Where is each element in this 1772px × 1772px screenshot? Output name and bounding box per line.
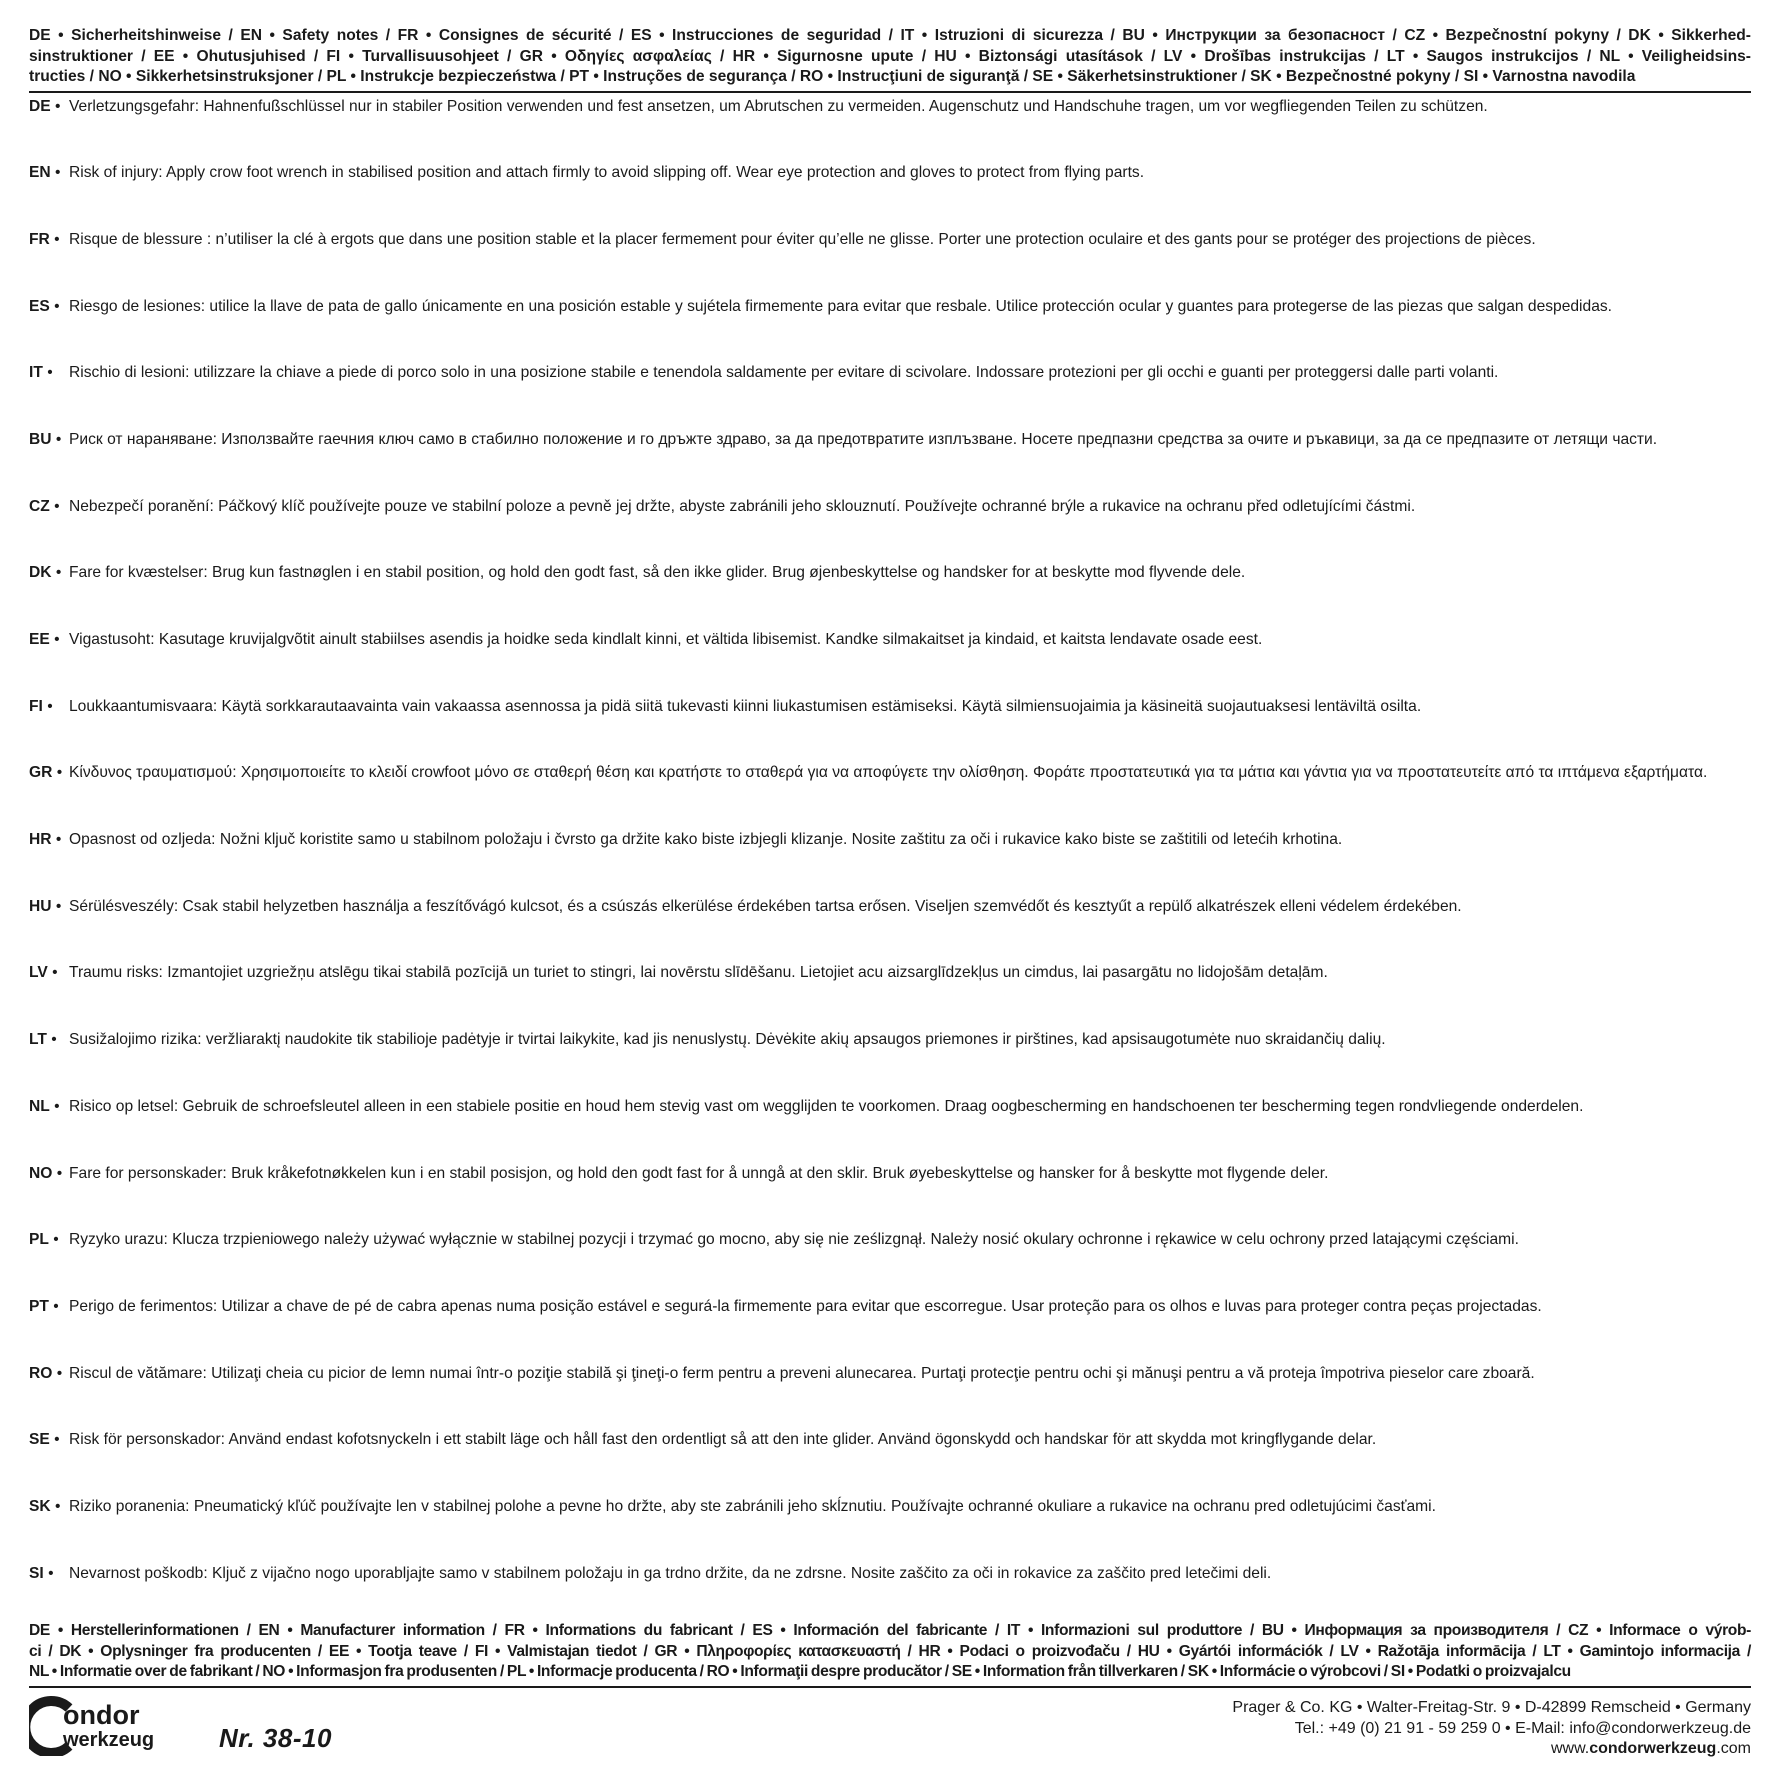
model-number: Nr. 38-10 [219,1723,332,1753]
entry-text: Perigo de ferimentos: Utilizar a chave de pé de cabra apenas numa posição estável e segurá-la firmemente para evitar que escorregue. Usar proteção para os olhos e luvas para proteger contra peças projectadas. [69,1297,1542,1315]
entry-code: NL [29,1097,50,1115]
entry-ro: RO • Riscul de vătămare: Utilizaţi cheia cu picior de lemn numai într-o poziţie stabilă şi ţineţi-o ferm pentru a preveni alunecarea. Purtaţi protecţie pentru ochi şi mănuşi pentru a vă proteja împotriva pieselor care zboară. [29,1364,1751,1431]
entry-text: Sérülésveszély: Csak stabil helyzetben használja a feszítővágó kulcsot, és a csúszás elkerülése érdekében tartsa erősen. Viseljen szemvédőt és kesztyűt a repülő alkatrészek elleni védelem érdekében. [69,897,1462,915]
entry-text: Risk of injury: Apply crow foot wrench in stabilised position and attach firmly to avoid slipping off. Wear eye protection and gloves to protect from flying parts. [69,164,1145,182]
entry-code: EN [29,164,51,182]
entry-it: IT • Rischio di lesioni: utilizzare la chiave a piede di porco solo in una posizione stabile e tenendola saldamente per evitare di scivolare. Indossare protezioni per gli occhi e guanti per proteggersi dalle parti volanti. [29,363,1751,430]
website-name: condorwerkzeug [1589,1740,1717,1757]
entry-bu: BU • Риск от нараняване: Използвайте гаечния ключ само в стабилно положение и го дръжте здраво, за да предотвратите изплъзване. Носете предпазни средства за очите и ръкавици, за да се предпазите от летящи части. [29,430,1751,497]
entry-text: Rischio di lesioni: utilizzare la chiave a piede di porco solo in una posizione stabile e tenendola saldamente per evitare di scivolare. Indossare protezioni per gli occhi e guanti per proteggersi dalle parti volanti. [69,364,1499,382]
entry-text: Susižalojimo rizika: veržliaraktį naudokite tik stabilioje padėtyje ir tvirtai laikykite, kad jis nenuslystų. Dėvėkite akių apsaugos priemones ir pirštines, kad apsisaugotumėte nuo skraidančių dalių. [69,1031,1386,1049]
manufacturer-address-block [1232,1698,1751,1760]
entry-code: IT [29,364,43,382]
entry-text: Ryzyko urazu: Klucza trzpieniowego należy używać wyłącznie w stabilnej pozycji i trzymać go mocno, aby się nie ześlizgnął. Należy nosić okulary ochronne i rękawice w celu ochrony przed latającymi częściami. [69,1231,1519,1249]
entry-pt: PT • Perigo de ferimentos: Utilizar a chave de pé de cabra apenas numa posição estável e segurá-la firmemente para evitar que escorregue. Usar proteção para os olhos e luvas para proteger contra peças projectadas. [29,1297,1751,1364]
entry-code: PT [29,1297,49,1315]
entry-code: SE [29,1431,50,1449]
safety-notes-section [29,26,1751,1630]
entry-code: HU [29,897,52,915]
website-prefix: www. [1550,1740,1590,1757]
entry-code: PL [29,1231,49,1249]
entry-lv: LV • Traumu risks: Izmantojiet uzgriežņu atslēgu tikai stabilā pozīcijā un turiet to stingri, lai novērstu slīdēšanu. Lietojiet acu aizsarglīdzekļus un cimdus, lai pasargātu no lidojošām detaļām. [29,963,1751,1030]
safety-heading-line-3: tructies / NO • Sikkerhetsinstruksjoner / PL • Instrukcje bezpieczeństwa / PT • Instruções de segurança / RO • Instrucţiuni de siguranţă / SE • Säkerhetsinstruktioner / SK • Bezpečnostné pokyny / SI • Varnostna navodila [29,68,1636,85]
entry-text: Riesgo de lesiones: utilice la llave de pata de gallo únicamente en una posición estable y sujétela firmemente para evitar que resbale. Utilice protección ocular y guantes para protegerse de las piezas que salgan despedidas. [69,297,1612,315]
entry-code: EE [29,631,50,648]
entry-code: LV [29,964,48,982]
entry-gr: GR • Κίνδυνος τραυματισμού: Χρησιμοποιείτε το κλειδί crowfoot μόνο σε σταθερή θέση και κρατήστε το σταθερά για να αποφύγετε την ολίσθηση. Φοράτε προστατευτικά για τα μάτια και γάντια για να προστατευτείτε από τα ιπτάμενα εξαρτήματα. [29,763,1751,830]
entry-si: SI • Nevarnost poškodb: Ključ z vijačno nogo uporabljajte samo v stabilnem položaju in ga trdno držite, da ne zdrsne. Nosite zaščito za oči in rokavice za zaščito pred letečimi deli. [29,1564,1751,1631]
entry-pl: PL • Ryzyko urazu: Klucza trzpieniowego należy używać wyłącznie w stabilnej pozycji i trzymać go mocno, aby się nie ześlizgnął. Należy nosić okulary ochronne i rękawice w celu ochrony przed latającymi częściami. [29,1230,1751,1297]
footer [29,1698,1751,1758]
manufacturer-heading-line-1: DE • Herstellerinformationen / EN • Manufacturer information / FR • Informations du fabricant / ES • Información del fabricante / IT • Informazioni sul produttore / BU • Информация за производителя / CZ • Informace o výrob- [29,1622,1751,1639]
entry-code: CZ [29,497,50,515]
entry-text: Risico op letsel: Gebruik de schroefsleutel alleen in een stabiele positie en houd hem stevig vast om wegglijden te voorkomen. Draag oogbescherming en handschoenen ter bescherming tegen rondvliegende onderdelen. [69,1097,1584,1115]
entry-fr: FR • Risque de blessure : n’utiliser la clé à ergots que dans une position stable et la placer fermement pour éviter qu’elle ne glisse. Porter une protection oculaire et des gants pour se protéger des projections de pièces. [29,230,1751,297]
entry-code: SI [29,1564,44,1582]
heading-divider [29,91,1751,93]
entry-text: Risk för personskador: Använd endast kofotsnyckeln i ett stabilt läge och håll fast den ordentligt så att den inte glider. Använd ögonskydd och handskar för att skydda mot kringflygande delar. [69,1431,1377,1449]
entry-text: Riziko poranenia: Pneumatický kľúč používajte len v stabilnej polohe a pevne ho držte, aby ste zabránili jeho skĺznutiu. Používajte ochranné okuliare a rukavice na ochranu pred odletujúcimi časťami. [69,1497,1436,1515]
website-suffix: .com [1716,1740,1751,1757]
entry-en: EN • Risk of injury: Apply crow foot wrench in stabilised position and attach firmly to avoid slipping off. Wear eye protection and gloves to protect from flying parts. [29,163,1751,230]
entry-code: GR [29,764,53,782]
entry-cz: CZ • Nebezpečí poranění: Páčkový klíč používejte pouze ve stabilní poloze a pevně jej držte, abyste zabránili jeho sklouznutí. Používejte ochranné brýle a rukavice na ochranu před odletujícími částmi. [29,497,1751,564]
entry-text: Κίνδυνος τραυματισμού: Χρησιμοποιείτε το κλειδί crowfoot μόνο σε σταθερή θέση και κρατήστε το σταθερά για να αποφύγετε την ολίσθηση. Φοράτε προστατευτικά για τα μάτια και γάντια για να προστατευτείτε από τα ιπτάμενα εξαρτήματα. [69,764,1708,782]
entry-text: Nevarnost poškodb: Ključ z vijačno nogo uporabljajte samo v stabilnem položaju in ga trdno držite, da ne zdrsne. Nosite zaščito za oči in rokavice za zaščito pred letečimi deli. [69,1564,1272,1582]
manufacturer-contact: Tel.: +49 (0) 21 91 - 59 259 0 • E-Mail: info@condorwerkzeug.de [1294,1719,1751,1737]
entry-text: Loukkaantumisvaara: Käytä sorkkarautaavainta vain vakaassa asennossa ja pidä siitä tukevasti kiinni liukastumisen estämiseksi. Käytä silmiensuojaimia ja käsineitä suojautuaksesi lentäviltä osilta. [69,697,1422,715]
entry-code: FR [29,230,50,248]
entry-text: Risque de blessure : n’utiliser la clé à ergots que dans une position stable et la placer fermement pour éviter qu’elle ne glisse. Porter une protection oculaire et des gants pour se protéger des projections de pièces. [69,230,1536,248]
entry-text: Nebezpečí poranění: Páčkový klíč používejte pouze ve stabilní poloze a pevně jej držte, abyste zabránili jeho sklouznutí. Používejte ochranné brýle a rukavice na ochranu před odletujícími částmi. [69,497,1416,515]
entry-se: SE • Risk för personskador: Använd endast kofotsnyckeln i ett stabilt läge och håll fast den ordentligt så att den inte glider. Använd ögonskydd och handskar för att skydda mot kringflygande delar. [29,1430,1751,1497]
entry-no: NO • Fare for personskader: Bruk kråkefotnøkkelen kun i en stabil posisjon, og hold den godt fast for å unngå at den sklir. Bruk øyebeskyttelse og hansker for å beskytte mot flygende deler. [29,1164,1751,1231]
condor-logo-icon [29,1694,204,1756]
entry-code: FI [29,697,43,715]
entry-dk: DK • Fare for kvæstelser: Brug kun fastnøglen i en stabil position, og hold den godt fast, så den ikke glider. Brug øjenbeskyttelse og handsker for at beskytte mod flyvende dele. [29,563,1751,630]
entry-code: ES [29,297,50,315]
entry-text: Fare for kvæstelser: Brug kun fastnøglen i en stabil position, og hold den godt fast, så den ikke glider. Brug øjenbeskyttelse og handsker for at beskytte mod flyvende dele. [69,564,1246,582]
entry-code: DK [29,564,52,582]
entry-hu: HU • Sérülésveszély: Csak stabil helyzetben használja a feszítővágó kulcsot, és a csúszás elkerülése érdekében tartsa erősen. Viseljen szemvédőt és kesztyűt a repülő alkatrészek elleni védelem érdekében. [29,897,1751,964]
logo-text-ondor: ondor [63,1700,140,1730]
manufacturer-divider [29,1686,1751,1688]
logo-text-werkzeug: werkzeug [63,1729,155,1751]
entry-text: Opasnost od ozljeda: Nožni ključ koristite samo u stabilnom položaju i čvrsto ga držite kako biste izbjegli klizanje. Nosite zaštitu za oči i rukavice kako biste se zaštitili od letećih krhotina. [69,831,1343,849]
entry-nl: NL • Risico op letsel: Gebruik de schroefsleutel alleen in een stabiele positie en houd hem stevig vast om wegglijden te voorkomen. Draag oogbescherming en handschoenen ter bescherming tegen rondvliegende onderdelen. [29,1097,1751,1164]
manufacturer-website[interactable] [1232,1739,1751,1760]
entry-text: Verletzungsgefahr: Hahnenfußschlüssel nur in stabiler Position verwenden und fest ansetzen, um Abrutschen zu vermeiden. Augenschutz und Handschuhe tragen, um vor wegfliegenden Teilen zu schützen. [69,97,1488,115]
entry-code: RO [29,1364,53,1382]
manufacturer-info-section [29,1621,1751,1688]
condor-logo [29,1694,204,1756]
entry-code: SK [29,1497,51,1515]
entry-text: Fare for personskader: Bruk kråkefotnøkkelen kun i en stabil posisjon, og hold den godt fast for å unngå at den sklir. Bruk øyebeskyttelse og hansker for å beskytte mot flygende deler. [69,1164,1329,1182]
entry-code: LT [29,1031,47,1049]
safety-entries-list [29,97,1751,1631]
entry-hr: HR • Opasnost od ozljeda: Nožni ključ koristite samo u stabilnom položaju i čvrsto ga držite kako biste izbjegli klizanje. Nosite zaštitu za oči i rukavice kako biste se zaštitili od letećih krhotina. [29,830,1751,897]
entry-text: Риск от нараняване: Използвайте гаечния ключ само в стабилно положение и го дръжте здраво, за да предотвратите изплъзване. Носете предпазни средства за очите и ръкавици, за да се предпазите от летящи части. [69,430,1658,448]
safety-heading-line-1: DE • Sicherheitshinweise / EN • Safety notes / FR • Consignes de sécurité / ES • Instrucciones de seguridad / IT • Istruzioni di sicurezza / BU • Инструкции за безопасност / CZ • Bezpečnostní pokyny / DK • Sikkerhed- [29,27,1751,44]
safety-heading-line-2: sinstruktioner / EE • Ohutusjuhised / FI • Turvallisuusohjeet / GR • Οδηγίες ασφαλείας / HR • Sigurnosne upute / HU • Biztonsági utasítások / LV • Drošības instrukcijas / LT • Saugos instrukcijos / NL • Veiligheidsins- [29,47,1751,65]
entry-es: ES • Riesgo de lesiones: utilice la llave de pata de gallo únicamente en una posición estable y sujétela firmemente para evitar que resbale. Utilice protección ocular y guantes para protegerse de las piezas que salgan despedidas. [29,297,1751,364]
manufacturer-heading-line-3: NL • Informatie over de fabrikant / NO • Informasjon fra produsenten / PL • Informacje producenta / RO • Informaţii despre producător / SE • Information från tillverkaren / SK • Informácie o výrobcovi / SI • Podatki o proizvajalcu [29,1663,1571,1680]
entry-text: Riscul de vătămare: Utilizaţi cheia cu picior de lemn numai într-o poziţie stabilă şi ţineţi-o ferm pentru a preveni alunecarea. Purtaţi protecţie pentru ochi şi mănuşi pentru a vă proteja împotriva pieselor care zboară. [69,1364,1535,1382]
entry-code: BU [29,430,52,448]
manufacturer-address: Prager & Co. KG • Walter-Freitag-Str. 9 • D-42899 Remscheid • Germany [1232,1699,1751,1716]
entry-text: Traumu risks: Izmantojiet uzgriežņu atslēgu tikai stabilā pozīcijā un turiet to stingri, lai novērstu slīdēšanu. Lietojiet acu aizsarglīdzekļus un cimdus, lai pasargātu no lidojošām detaļām. [69,964,1328,982]
manufacturer-heading-line-2: ci / DK • Oplysninger fra producenten / EE • Tootja teave / FI • Valmistajan tiedot / GR • Πληροφορίες κατασκευαστή / HR • Podaci o proizvođaču / HU • Gyártói információk / LV • Ražotāja informācija / LT • Gamintojo informacija / [29,1642,1751,1660]
entry-lt: LT • Susižalojimo rizika: veržliaraktį naudokite tik stabilioje padėtyje ir tvirtai laikykite, kad jis nenuslystų. Dėvėkite akių apsaugos priemones ir pirštines, kad apsisaugotumėte nuo skraidančių dalių. [29,1030,1751,1097]
entry-text: Vigastusoht: Kasutage kruvijalgvõtit ainult stabiilses asendis ja hoidke seda kindlalt kinni, et vältida libisemist. Kandke silmakaitset ja kindaid, et kaitsta lendavate osade eest. [69,631,1263,648]
entry-code: NO [29,1164,53,1182]
entry-de: DE • Verletzungsgefahr: Hahnenfußschlüssel nur in stabiler Position verwenden und fest ansetzen, um Abrutschen zu vermeiden. Augenschutz und Handschuhe tragen, um vor wegfliegenden Teilen zu schützen. [29,97,1751,164]
entry-code: DE [29,97,51,115]
entry-code: HR [29,831,52,849]
entry-fi: FI • Loukkaantumisvaara: Käytä sorkkarautaavainta vain vakaassa asennossa ja pidä siitä tukevasti kiinni liukastumisen estämiseksi. Käytä silmiensuojaimia ja käsineitä suojautuaksesi lentäviltä osilta. [29,697,1751,764]
entry-ee: EE • Vigastusoht: Kasutage kruvijalgvõtit ainult stabiilses asendis ja hoidke seda kindlalt kinni, et vältida libisemist. Kandke silmakaitset ja kindaid, et kaitsta lendavate osade eest. [29,630,1751,697]
entry-sk: SK • Riziko poranenia: Pneumatický kľúč používajte len v stabilnej polohe a pevne ho držte, aby ste zabránili jeho skĺznutiu. Používajte ochranné okuliare a rukavice na ochranu pred odletujúcimi časťami. [29,1497,1751,1564]
